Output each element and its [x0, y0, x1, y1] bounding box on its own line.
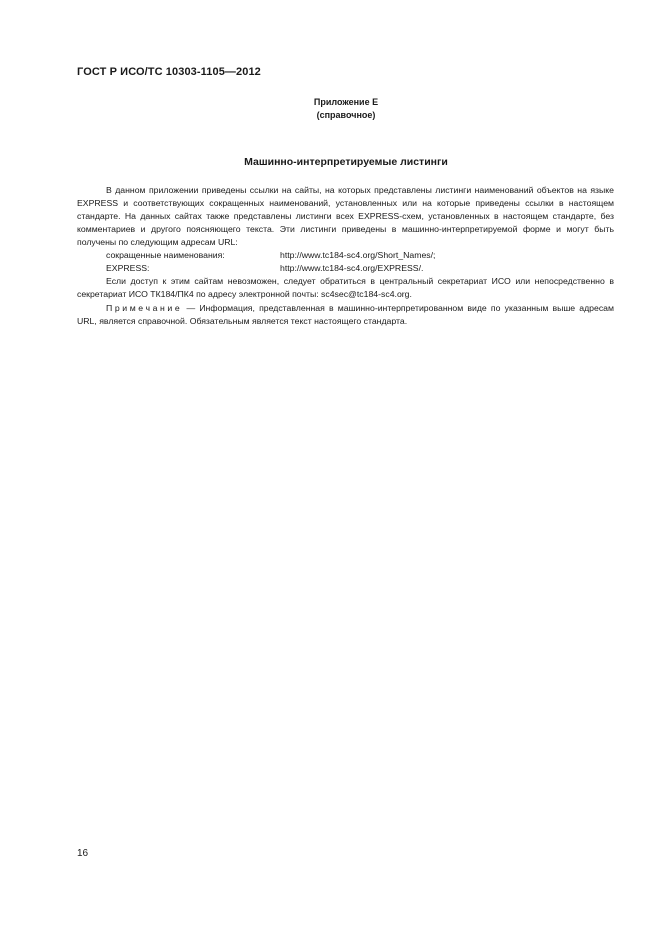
document-header: ГОСТ Р ИСО/ТС 10303-1105—2012 [77, 66, 261, 78]
section-title: Машинно-интерпретируемые листинги [244, 156, 448, 168]
annex-subtitle: (справочное) [316, 110, 376, 120]
paragraph-contact: Если доступ к этим сайтам невозможен, следует обратиться в центральный секретариат ИСО или непосредственно в секретариат ИСО ТК184/ПК4 по адресу электронной почты: sc4sec@tc184-sc4.org. [77, 276, 614, 299]
url-label: сокращенные наименования: [106, 250, 225, 260]
note-label: Примечание [106, 303, 183, 313]
annex-heading [0, 96, 661, 122]
paragraph-intro: В данном приложении приведены ссылки на сайты, на которых представлены листинги наименований объектов на языке EXPRESS и соответствующих сокращенных наименований, установленных или на которые приведены ссылки в настоящем стандарте. На данных сайтах также представлены листинги всех EXPRESS-схем, установленных в настоящем стандарте, без комментариев и другого поясняющего текста. Эти листинги приведены в машинно-интерпретируемой форме и могут быть получены по следующим адресам URL: [77, 185, 614, 247]
annex-title: Приложение Е [313, 97, 379, 107]
note-text: — Информация, представленная в машинно-интерпретированном виде по указанным выше адресам URL, является справочной. Обязательным является текст настоящего стандарта. [77, 303, 614, 326]
note-block [77, 302, 614, 328]
url-link[interactable]: http://www.tc184-sc4.org/EXPRESS/. [280, 263, 424, 273]
url-label: EXPRESS: [106, 263, 150, 273]
body-text [77, 184, 614, 301]
url-link[interactable]: http://www.tc184-sc4.org/Short_Names/; [280, 250, 436, 260]
url-row-short-names [77, 249, 614, 262]
url-row-express [77, 262, 614, 275]
page-number: 16 [77, 848, 89, 859]
note-paragraph [77, 302, 614, 328]
